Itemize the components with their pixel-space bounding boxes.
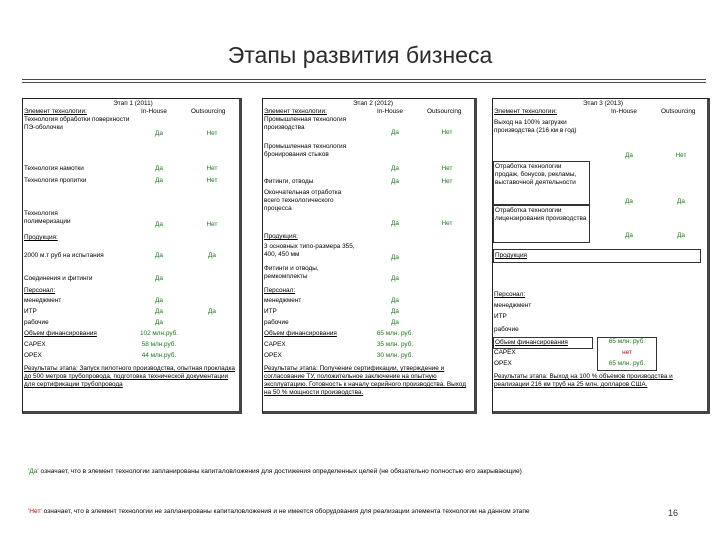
- stage3-section-staff: Персонал:: [494, 291, 526, 298]
- stage3-row-label: менеджмент: [494, 302, 532, 309]
- stage1-row-label: 2000 м.т руб на испытания: [24, 252, 104, 259]
- stage2-row-label: Объем финансирования: [264, 330, 337, 337]
- stage3-panel: [492, 98, 710, 414]
- stage2-row-inhouse: Да: [391, 129, 399, 136]
- stage2-row-outsourcing: Нет: [441, 165, 453, 172]
- stage1-row-outsourcing: Нет: [206, 221, 218, 228]
- stage2-row-label: CAPEX: [264, 341, 286, 348]
- stage3-row-outsourcing: Да: [677, 198, 685, 205]
- stage1-row-label: Технология полимеризации: [24, 210, 71, 225]
- stage2-header: Этап 2 (2012): [352, 100, 394, 107]
- stage2-row-inhouse: Да: [391, 319, 399, 326]
- stage2-row-outsourcing: Нет: [441, 178, 453, 185]
- stage3-row-outsourcing: Да: [677, 232, 685, 239]
- stage1-row-inhouse: Да: [155, 297, 163, 304]
- stage2-row-label: Промышленная технология производства: [264, 116, 347, 131]
- stage2-row-inhouse: Да: [391, 220, 399, 227]
- stage1-row-label: Технология пропитки: [24, 177, 87, 184]
- stage2-row-label: OPEX: [264, 352, 282, 359]
- top-divider: [22, 79, 706, 80]
- stage1-row-inhouse: Да: [155, 319, 163, 326]
- stage3-row-inhouse: нет: [622, 349, 632, 356]
- stage3-sales-box: [493, 161, 590, 205]
- stage2-row-outsourcing: Нет: [441, 220, 453, 227]
- page-title: Этапы развития бизнеса: [227, 42, 493, 68]
- stage1-row-label: ИТР: [24, 308, 37, 315]
- stage2-section-products: Продукция:: [264, 233, 298, 240]
- stage1-row-label: Объем финансирования: [24, 330, 97, 337]
- stage3-row-label: рабочие: [494, 326, 519, 333]
- stage3-col-inhouse: In-House: [611, 108, 637, 115]
- stage1-result: Результаты этапа: Запуск пилотного производства, опытная прокладка до 500 метров трубопровода, подготовка технической документации для сертификации трубопровода: [24, 365, 235, 388]
- stage1-section-staff: Персонал:: [24, 287, 56, 294]
- footnote-da-key: 'Да': [28, 468, 39, 475]
- stage1-row-inhouse: Да: [155, 130, 163, 137]
- stage3-row-label: Отработка технологии лицензирования производства: [495, 207, 587, 222]
- stage1-row-label: менеджмент: [24, 297, 62, 304]
- stage3-row-inhouse: Да: [625, 152, 633, 159]
- stage2-row-inhouse: Да: [391, 178, 399, 185]
- stage3-row-label: ИТР: [494, 313, 507, 320]
- stage1-row-inhouse: Да: [155, 165, 163, 172]
- stage1-row-inhouse: 102 млн.руб.: [139, 330, 179, 337]
- stage1-row-inhouse: Да: [155, 308, 163, 315]
- stage1-row-label: Соединения и фитинги: [24, 275, 93, 282]
- stage1-section-products: Продукция:: [24, 234, 58, 241]
- stage3-row-label: Объем финансирования: [495, 339, 568, 346]
- stage1-row-outsourcing: Нет: [206, 130, 218, 137]
- stage3-header: Этап 3 (2013): [582, 100, 624, 107]
- stage1-row-outsourcing: Да: [208, 252, 216, 259]
- stage1-row-inhouse: Да: [155, 221, 163, 228]
- stage1-row-inhouse: 44 млн.руб.: [141, 352, 177, 359]
- stage3-section-products: Продукция: [495, 252, 527, 259]
- stage3-element-label: Элемент технологии:: [494, 108, 557, 115]
- stage2-row-inhouse: Да: [391, 297, 399, 304]
- stage3-row-inhouse: Да: [625, 232, 633, 239]
- stage1-panel: [22, 98, 242, 414]
- stage1-header: Этап 1 (2011): [113, 100, 153, 107]
- stage3-products-box: [493, 249, 701, 263]
- stage2-row-label: менеджмент: [264, 297, 302, 304]
- stage2-element-label: Элемент технологии:: [264, 108, 327, 115]
- stage2-row-inhouse: Да: [391, 275, 399, 282]
- stage1-row-label: OPEX: [24, 352, 42, 359]
- stage2-row-label: Фитинги и отводы, ремкомплекты: [264, 265, 319, 280]
- stage2-row-inhouse: 30 млн. руб.: [376, 352, 414, 359]
- stage2-row-label: Промышленная технология бронирования стыков: [264, 143, 347, 158]
- page-number: 16: [667, 508, 678, 518]
- stage3-row-label: CAPEX: [494, 349, 516, 356]
- stage1-element-label: Элемент технологии:: [24, 108, 87, 115]
- stage1-row-inhouse: Да: [155, 177, 163, 184]
- stage2-row-label: рабочие: [264, 319, 289, 326]
- stage1-row-inhouse: 58 млн.руб.: [141, 341, 177, 348]
- stage2-panel: [262, 98, 477, 414]
- stage2-col-inhouse: In-House: [377, 108, 403, 115]
- stage1-row-label: рабочие: [24, 319, 49, 326]
- stage1-row-outsourcing: Нет: [206, 165, 218, 172]
- stage1-row-label: Технология обработки поверхности ПЭ-оболочки: [24, 116, 130, 131]
- stage1-row-label: Технология намотки: [24, 165, 84, 172]
- stage1-row-outsourcing: Да: [208, 308, 216, 315]
- footnote-net-text: означает, что в элемент технологии не запланированы капиталовложения и не имеется оборудования для реализации элемента технологии на данном этапе: [41, 508, 530, 515]
- stage2-row-inhouse: Да: [391, 308, 399, 315]
- stage2-row-label: Окончательная отработка всего технологического процесса: [264, 189, 342, 212]
- stage1-row-outsourcing: Нет: [206, 177, 218, 184]
- stage3-result: Результаты этапа: Выход на 100 % объемов производства и реализации 216 км труб на 25 млн. долларов США.: [494, 373, 673, 388]
- stage2-row-outsourcing: Нет: [441, 129, 453, 136]
- stage3-row-inhouse: 65 млн. руб.: [608, 338, 646, 345]
- stage2-row-inhouse: Да: [391, 254, 399, 261]
- stage1-row-label: CAPEX: [24, 341, 46, 348]
- top-divider-secondary: [22, 82, 706, 83]
- stage3-col-outsourcing: Outsourcing: [661, 108, 696, 115]
- stage3-row-label: OPEX: [494, 360, 512, 367]
- stage3-row-label: Отработка технологии продаж, бонусов, рекламы, выставочной деятельности: [495, 163, 577, 186]
- stage1-row-inhouse: Да: [155, 275, 163, 282]
- stage2-row-label: ИТР: [264, 308, 277, 315]
- stage1-col-outsourcing: Outsourcing: [191, 108, 226, 115]
- stage1-col-inhouse: In-House: [141, 108, 167, 115]
- footnote-net-key: 'Нет': [28, 508, 42, 515]
- stage2-col-outsourcing: Outsourcing: [427, 108, 462, 115]
- stage2-row-label: 3 основных типо-размера 355, 400, 450 мм: [264, 243, 355, 258]
- stage3-row-outsourcing: Нет: [675, 152, 687, 159]
- stage2-section-staff: Персонал:: [264, 287, 296, 294]
- stage3-row-inhouse: 65 млн. руб.: [608, 360, 646, 367]
- footnote-net: [28, 508, 628, 517]
- stage3-row-inhouse: Да: [625, 198, 633, 205]
- stage2-row-inhouse: 65 млн. руб.: [376, 330, 414, 337]
- stage2-row-inhouse: 35 млн. руб.: [376, 341, 414, 348]
- stage2-row-label: Фитинги, отводы: [264, 178, 314, 185]
- stage3-licensing-box: [493, 205, 590, 243]
- footnote-da: [28, 468, 668, 477]
- stage1-row-inhouse: Да: [155, 252, 163, 259]
- footnote-da-text: означает, что в элемент технологии запланированы капиталовложения для достижения определенных целей (не обязательно полностью его закрывающие): [38, 468, 522, 475]
- stage2-result: Результаты этапа: Получение сертификации, утверждение и согласование ТУ, положительное заключение на опытную эксплуатацию. Готовность к началу серийного производства. Выход на 50 % мощности производства.: [264, 365, 466, 396]
- stage3-row-label: Выход на 100% загрузки производства (216 км в год): [494, 119, 577, 134]
- stage3-financing-box: [493, 337, 593, 349]
- stage2-row-inhouse: Да: [391, 165, 399, 172]
